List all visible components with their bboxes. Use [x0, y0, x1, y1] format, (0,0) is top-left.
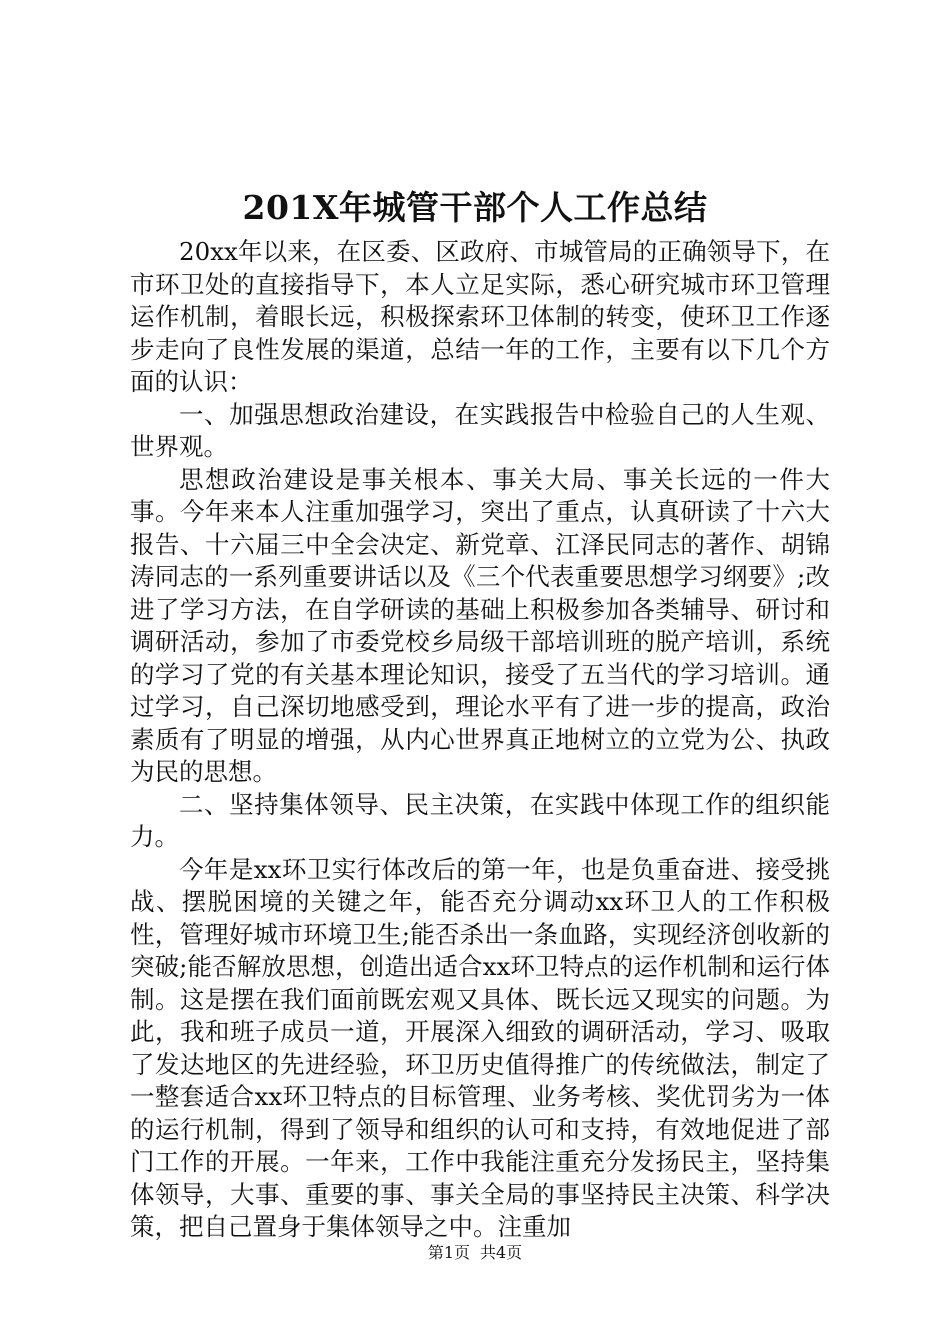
page-footer	[0, 1242, 950, 1264]
page-number: 第1页	[427, 1243, 470, 1262]
paragraph-heading-2: 二、坚持集体领导、民主决策，在实践中体现工作的组织能力。	[130, 789, 830, 851]
document-body	[130, 236, 830, 1244]
paragraph-section-1: 思想政治建设是事关根本、事关大局、事关长远的一件大事。今年来本人注重加强学习，突出了重点，认真研读了十六大报告、十六届三中全会决定、新党章、江泽民同志的著作、胡锦涛同志的一系列重要讲话以及《三个代表重要思想学习纲要》;改进了学习方法，在自学研读的基础上积极参加各类辅导、研讨和调研活动，参加了市委党校乡局级干部培训班的脱产培训，系统的学习了党的有关基本理论知识，接受了五当代的学习培训。通过学习，自己深切地感受到，理论水平有了进一步的提高，政治素质有了明显的增强，从内心世界真正地树立的立党为公、执政为民的思想。	[130, 464, 830, 786]
paragraph-heading-1: 一、加强思想政治建设，在实践报告中检验自己的人生观、世界观。	[130, 399, 830, 461]
paragraph-section-2: 今年是xx环卫实行体改后的第一年，也是负重奋进、接受挑战、摆脱困境的关键之年，能否充分调动xx环卫人的工作积极性，管理好城市环境卫生;能否杀出一条血路，实现经济创收新的突破;能否解放思想，创造出适合xx环卫特点的运作机制和运行体制。这是摆在我们面前既宏观又具体、既长远又现实的问题。为此，我和班子成员一道，开展深入细致的调研活动，学习、吸取了发达地区的先进经验，环卫历史值得推广的传统做法，制定了一整套适合xx环卫特点的目标管理、业务考核、奖优罚劣为一体的运行机制，得到了领导和组织的认可和支持，有效地促进了部门工作的开展。一年来，工作中我能注重充分发扬民主，坚持集体领导，大事、重要的事、事关全局的事坚持民主决策、科学决策，把自己置身于集体领导之中。注重加	[130, 854, 830, 1241]
paragraph-intro: 20xx年以来，在区委、区政府、市城管局的正确领导下，在市环卫处的直接指导下，本人立足实际，悉心研究城市环卫管理运作机制，着眼长远，积极探索环卫体制的转变，使环卫工作逐步走向了良性发展的渠道，总结一年的工作，主要有以下几个方面的认识：	[130, 237, 830, 396]
document-title: 201X年城管干部个人工作总结	[242, 188, 708, 227]
page-total: 共4页	[480, 1243, 523, 1262]
